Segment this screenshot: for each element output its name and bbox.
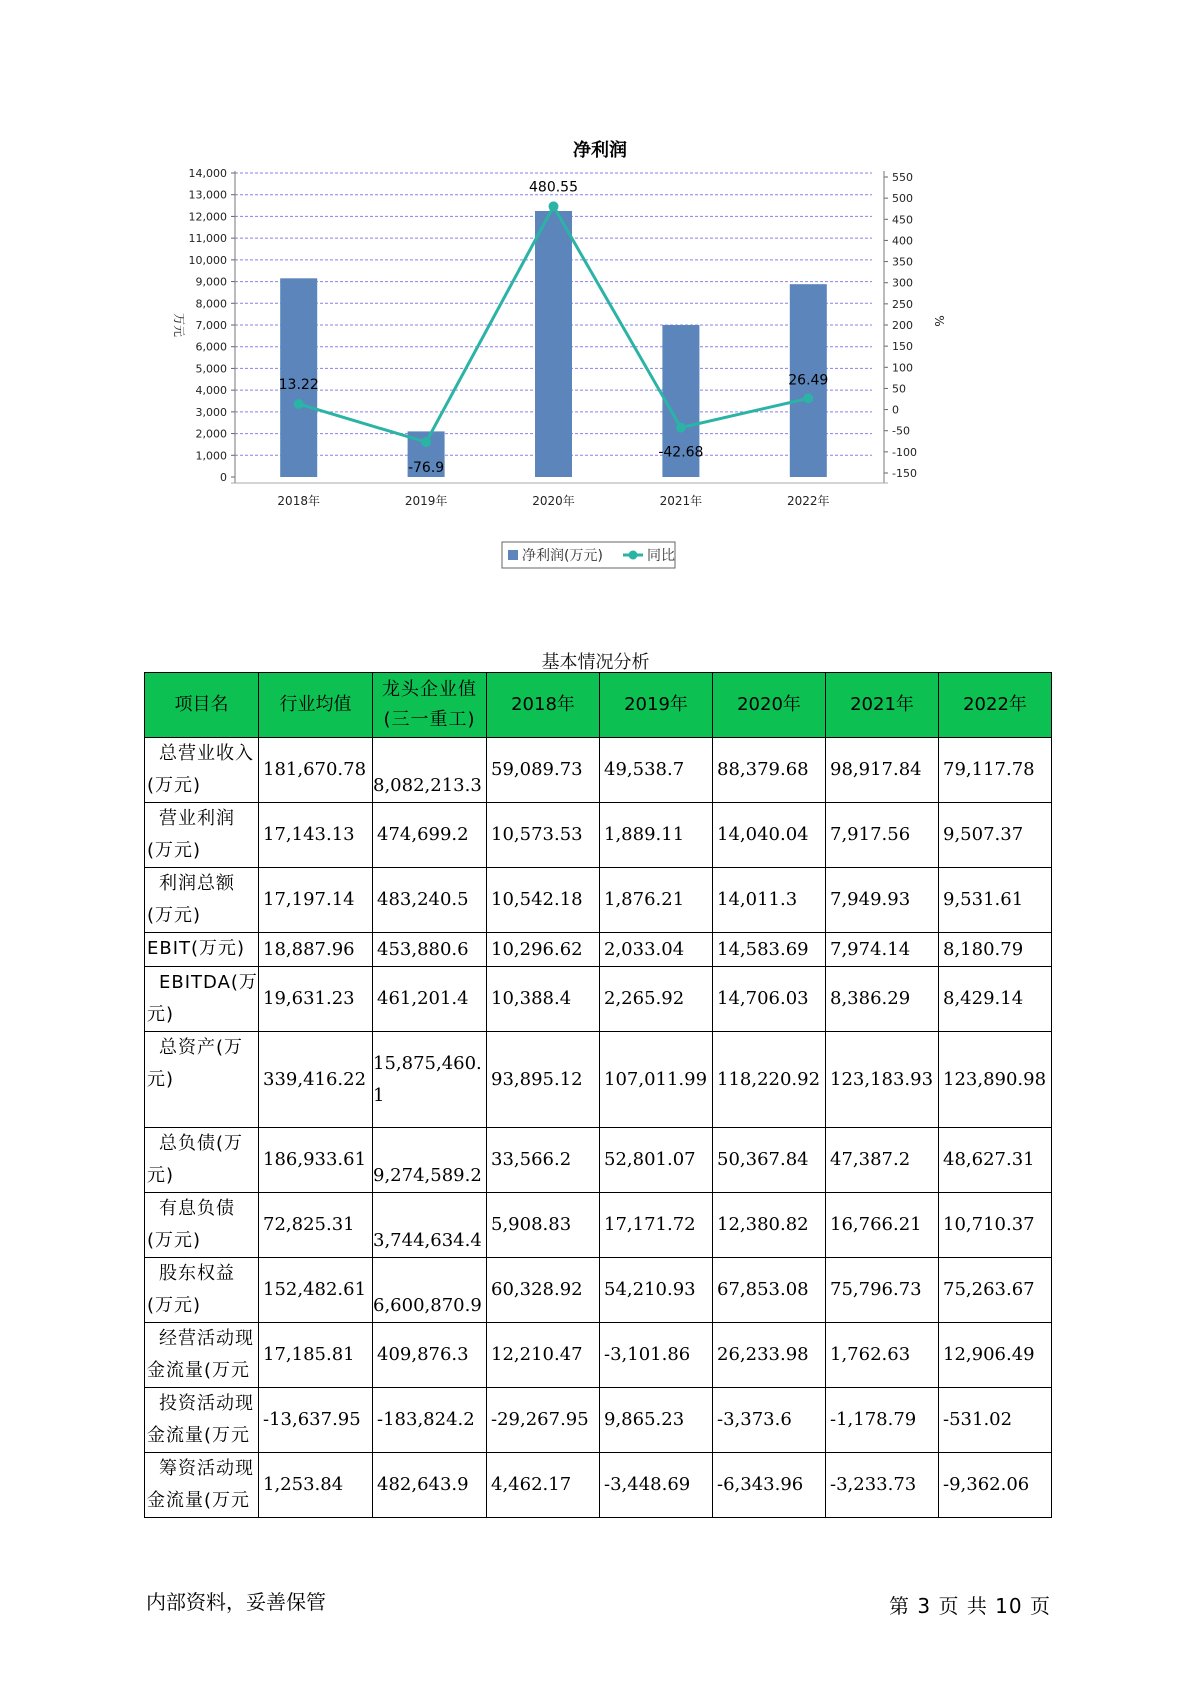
x-tick-label: 2021年 [659,494,703,508]
row-label-line: (万元) [147,1230,202,1251]
y-axis-title: 万元 [172,312,186,338]
row-label-line: (万元) [147,775,202,796]
y-tick-label: 1,000 [195,449,227,463]
legend-bar-swatch [508,550,518,560]
row-label-line: 总营业收入 [159,743,254,764]
header-cell: 2022年 [939,673,1052,738]
y2-tick-label: 500 [892,192,913,206]
row-label-line: 总资产(万 [159,1037,244,1058]
y2-tick-label: 50 [892,382,906,396]
y2-tick-label: -100 [892,445,917,459]
value-cell: 10,388.4 [487,967,600,1032]
table-row [145,933,1052,967]
footer-confidential-note: 内部资料，妥善保管 [146,1590,326,1614]
row-label-line: EBITDA(万 [159,972,258,993]
x-tick-label: 2018年 [277,494,320,508]
row-label [145,1032,259,1128]
row-label [145,1453,259,1518]
table-row [145,1258,1052,1323]
value-cell: 10,710.37 [939,1193,1052,1258]
value-cell: -3,373.6 [713,1388,826,1453]
value-cell: 409,876.3 [373,1323,487,1388]
y2-tick-label: -50 [892,424,910,438]
value-cell: -29,267.95 [487,1388,600,1453]
value-cell: 9,274,589.2 [373,1128,487,1193]
row-label-line: 有息负债 [159,1198,235,1219]
value-cell: 107,011.99 [600,1032,713,1128]
yoy-point-2021年 [676,423,686,433]
value-cell: -3,101.86 [600,1323,713,1388]
data-label: 480.55 [529,179,578,196]
value-cell: 14,011.3 [713,868,826,933]
value-cell: 15,875,460.1 [373,1032,487,1128]
row-label-line: 筹资活动现 [159,1458,254,1479]
header-cell: 2018年 [487,673,600,738]
header-cell: 行业均值 [259,673,373,738]
value-cell: 98,917.84 [826,738,939,803]
value-cell: 10,296.62 [487,933,600,967]
value-cell: 33,566.2 [487,1128,600,1193]
row-label [145,1323,259,1388]
row-label-line: 元) [147,1004,175,1025]
value-cell: 453,880.6 [373,933,487,967]
chart-title: 净利润 [573,140,627,161]
value-cell: 54,210.93 [600,1258,713,1323]
value-cell: 9,865.23 [600,1388,713,1453]
y2-tick-label: 450 [892,213,913,227]
data-label: -42.68 [658,444,704,461]
row-label-line: 营业利润 [159,808,235,829]
table-row [145,1323,1052,1388]
yoy-point-2022年 [803,393,813,403]
value-cell: 2,265.92 [600,967,713,1032]
value-cell: 9,531.61 [939,868,1052,933]
value-cell: 79,117.78 [939,738,1052,803]
value-cell: 12,380.82 [713,1193,826,1258]
value-cell: 2,033.04 [600,933,713,967]
x-tick-label: 2019年 [404,494,448,508]
row-label-line: (万元) [147,905,202,926]
value-cell: 52,801.07 [600,1128,713,1193]
y-tick-label: 3,000 [195,405,227,419]
value-cell: 1,253.84 [259,1453,373,1518]
value-cell: 482,643.9 [373,1453,487,1518]
y-tick-label: 2,000 [195,427,227,441]
value-cell: 123,183.93 [826,1032,939,1128]
row-label-line: 股东权益 [159,1263,235,1284]
row-label [145,1258,259,1323]
x-tick-label: 2022年 [787,494,830,508]
value-cell: 3,744,634.4 [373,1193,487,1258]
value-cell: 12,906.49 [939,1323,1052,1388]
value-cell: 152,482.61 [259,1258,373,1323]
y2-tick-label: 400 [892,234,913,248]
y2-tick-label: -150 [892,467,917,480]
value-cell: 483,240.5 [373,868,487,933]
value-cell: -6,343.96 [713,1453,826,1518]
y2-tick-label: 350 [892,255,913,269]
data-label: 26.49 [788,372,829,389]
value-cell: 47,387.2 [826,1128,939,1193]
value-cell: 59,089.73 [487,738,600,803]
header-cell: 项目名 [145,673,259,738]
value-cell: 5,908.83 [487,1193,600,1258]
value-cell: 12,210.47 [487,1323,600,1388]
value-cell: 1,762.63 [826,1323,939,1388]
net-profit-chart [160,130,1030,590]
value-cell: 1,889.11 [600,803,713,868]
value-cell: 461,201.4 [373,967,487,1032]
value-cell: 339,416.22 [259,1032,373,1128]
value-cell: 50,367.84 [713,1128,826,1193]
value-cell: 93,895.12 [487,1032,600,1128]
row-label-line: (万元) [147,840,202,861]
chart-bars [280,211,827,477]
value-cell: 19,631.23 [259,967,373,1032]
table-row [145,1128,1052,1193]
bar-2020年 [535,211,572,477]
value-cell: 14,040.04 [713,803,826,868]
value-cell: 75,263.67 [939,1258,1052,1323]
y2-tick-label: 100 [892,361,913,375]
value-cell: -1,178.79 [826,1388,939,1453]
value-cell: 88,379.68 [713,738,826,803]
y-tick-label: 7,000 [195,319,227,332]
legend-bar-label: 净利润(万元) [522,548,603,564]
row-label-line: 经营活动现 [159,1328,254,1349]
value-cell: -531.02 [939,1388,1052,1453]
row-label-line: 总负债(万 [159,1133,244,1154]
value-cell: 8,082,213.3 [373,738,487,803]
row-label [145,933,259,967]
y-tick-label: 13,000 [188,188,227,202]
row-label-line: 投资活动现 [159,1393,254,1414]
y-tick-label: 9,000 [195,275,227,289]
value-cell: 9,507.37 [939,803,1052,868]
value-cell: 72,825.31 [259,1193,373,1258]
y2-tick-label: 250 [892,297,913,311]
table-header-row [145,673,1052,738]
row-label-line: 元) [147,1165,175,1186]
y-tick-label: 8,000 [195,297,227,311]
value-cell: 123,890.98 [939,1032,1052,1128]
value-cell: 1,876.21 [600,868,713,933]
row-label-line: 金流量(万元 [147,1425,251,1446]
row-label-line: EBIT(万元) [147,938,246,959]
value-cell: 17,143.13 [259,803,373,868]
row-label [145,1193,259,1258]
value-cell: 118,220.92 [713,1032,826,1128]
header-cell: 龙头企业值(三一重工) [373,673,487,738]
row-label-line: 金流量(万元 [147,1490,251,1511]
row-label-line: 元) [147,1069,175,1090]
value-cell: 7,974.14 [826,933,939,967]
row-label-line: 金流量(万元 [147,1360,251,1381]
value-cell: 10,573.53 [487,803,600,868]
y2-tick-label: 150 [892,340,913,354]
header-cell: 2020年 [713,673,826,738]
row-label [145,868,259,933]
value-cell: 14,706.03 [713,967,826,1032]
value-cell: 7,949.93 [826,868,939,933]
row-label [145,738,259,803]
y-tick-label: 12,000 [188,210,227,224]
y-tick-label: 0 [220,471,227,484]
value-cell: -183,824.2 [373,1388,487,1453]
row-label [145,803,259,868]
value-cell: 181,670.78 [259,738,373,803]
value-cell: 10,542.18 [487,868,600,933]
value-cell: -13,637.95 [259,1388,373,1453]
y2-tick-label: 200 [892,319,913,332]
table-row [145,1032,1052,1128]
y2-tick-label: 300 [892,276,913,290]
value-cell: 26,233.98 [713,1323,826,1388]
header-cell: 2019年 [600,673,713,738]
row-label-line: 利润总额 [159,873,235,894]
value-cell: -9,362.06 [939,1453,1052,1518]
table-row [145,738,1052,803]
value-cell: 18,887.96 [259,933,373,967]
row-label [145,967,259,1032]
data-label: 13.22 [278,376,319,393]
y-tick-label: 14,000 [188,167,227,180]
table-row [145,1193,1052,1258]
chart-legend [502,542,675,568]
value-cell: 4,462.17 [487,1453,600,1518]
header-cell: 2021年 [826,673,939,738]
value-cell: 48,627.31 [939,1128,1052,1193]
table-row [145,967,1052,1032]
chart-canvas [160,130,1030,590]
row-label-line: (万元) [147,1295,202,1316]
y-tick-label: 10,000 [188,253,227,267]
basic-analysis-table [144,672,1052,1518]
row-label [145,1388,259,1453]
yoy-point-2018年 [294,399,304,409]
table-body [145,738,1052,1518]
value-cell: 186,933.61 [259,1128,373,1193]
y-tick-label: 11,000 [188,232,227,246]
value-cell: 8,386.29 [826,967,939,1032]
value-cell: 474,699.2 [373,803,487,868]
value-cell: -3,448.69 [600,1453,713,1518]
value-cell: 14,583.69 [713,933,826,967]
yoy-point-2020年 [549,201,559,211]
row-label [145,1128,259,1193]
value-cell: 60,328.92 [487,1258,600,1323]
y2-tick-label: 550 [892,171,913,184]
y-tick-label: 5,000 [195,362,227,376]
value-cell: 8,180.79 [939,933,1052,967]
value-cell: 17,197.14 [259,868,373,933]
footer-page-number: 第 3 页 共 10 页 [889,1594,1051,1618]
yoy-point-2019年 [421,437,431,447]
value-cell: 8,429.14 [939,967,1052,1032]
table-row [145,1388,1052,1453]
value-cell: 17,171.72 [600,1193,713,1258]
value-cell: 67,853.08 [713,1258,826,1323]
value-cell: -3,233.73 [826,1453,939,1518]
table-row [145,1453,1052,1518]
value-cell: 6,600,870.9 [373,1258,487,1323]
legend-line-marker [629,551,638,560]
legend-line-label: 同比 [647,548,675,564]
value-cell: 17,185.81 [259,1323,373,1388]
y-tick-label: 6,000 [195,340,227,354]
y2-tick-label: 0 [892,403,899,417]
value-cell: 49,538.7 [600,738,713,803]
table-title: 基本情况分析 [541,652,650,673]
y-tick-label: 4,000 [195,384,227,398]
table-row [145,803,1052,868]
value-cell: 16,766.21 [826,1193,939,1258]
y2-axis-title: % [932,315,946,327]
value-cell: 7,917.56 [826,803,939,868]
x-tick-label: 2020年 [532,494,575,508]
table-row [145,868,1052,933]
value-cell: 75,796.73 [826,1258,939,1323]
data-label: -76.9 [407,460,445,477]
